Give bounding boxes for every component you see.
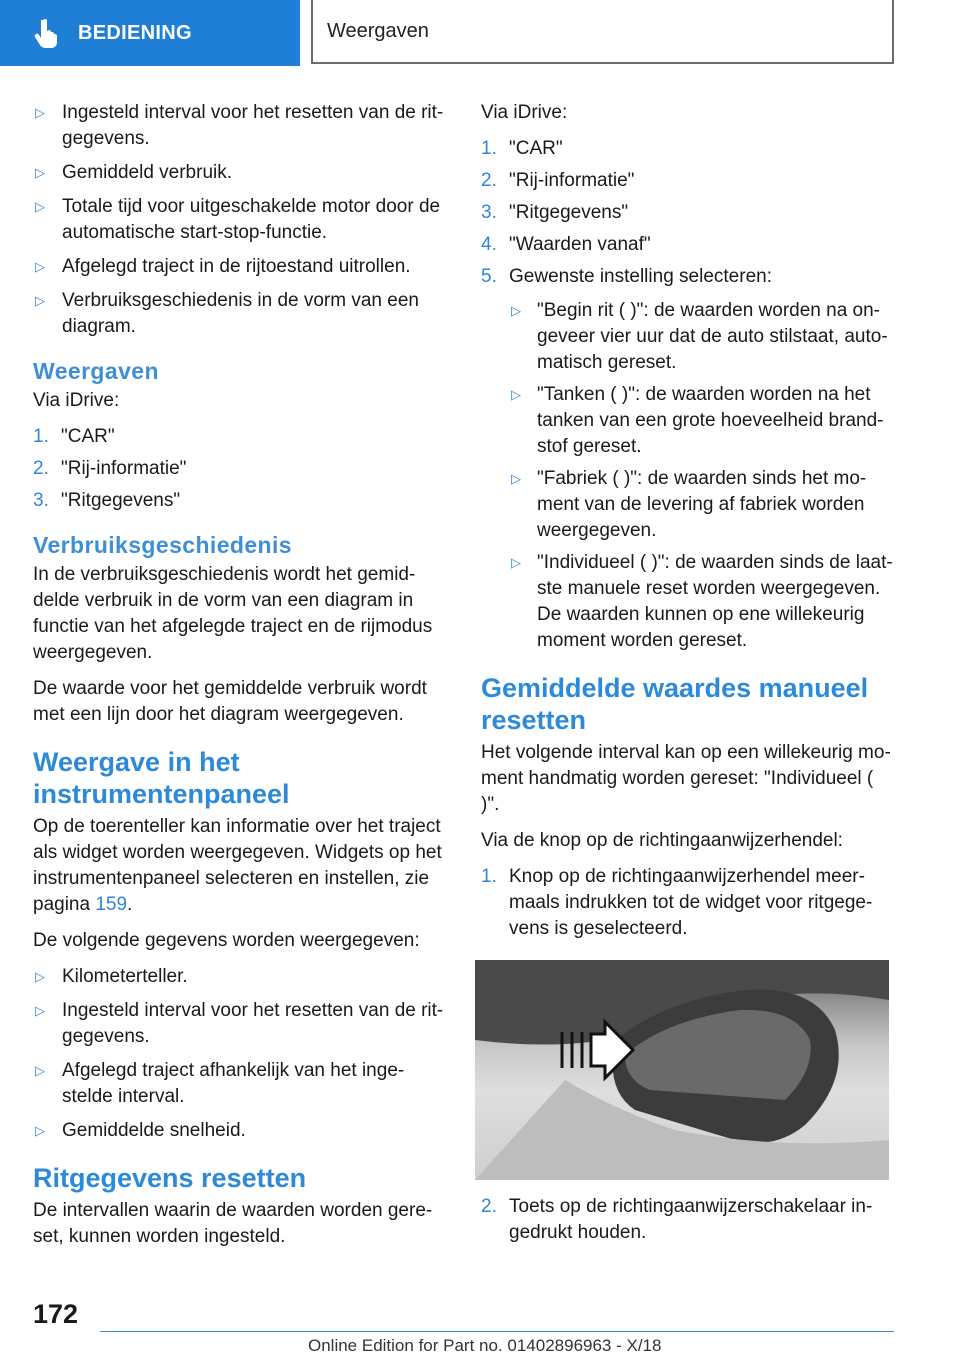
history-paragraph-2: De waarde voor het gemiddelde verbruik wordt met een lijn door het diagram weergegeven. <box>33 678 427 725</box>
hand-pointer-icon <box>34 18 60 48</box>
step-number: 1. <box>481 138 497 159</box>
list-item <box>481 136 893 162</box>
manual-steps-1 <box>481 864 893 942</box>
heading-reset: Ritgegevens resetten <box>33 1163 307 1193</box>
list-item: ▷ "Fabriek ( )": de waarden sinds het mo- ment van de levering af fabriek worden weergegeven. <box>509 466 893 544</box>
list-item: ▷ Gemiddelde snelheid. <box>33 1118 447 1144</box>
right-column <box>481 100 893 1256</box>
step-text: "Ritgegevens" <box>509 202 629 223</box>
manual-paragraph-2: Via de knop op de richtingaanwijzerhendel: <box>481 830 843 851</box>
list-item <box>481 232 893 258</box>
list-item: ▷ Kilometerteller. <box>33 964 447 990</box>
panel-paragraph <box>33 814 447 918</box>
history-paragraph: In de verbruiksgeschiedenis wordt het gemid- delde verbruik in de vorm van een diagram in functie van het afgelegde traject en de rijmodus weergegeven. <box>33 564 433 663</box>
heading-instrument-panel: Weergave in het instrumentenpaneel <box>33 747 290 809</box>
list-item: ▷ Totale tijd voor uitgeschakelde motor door de automatische start-stop-functie. <box>33 194 447 246</box>
step-number: 4. <box>481 234 497 255</box>
panel-text: Op de toerenteller kan informatie over het traject als widget worden weergegeven. Widgets op het instrumentenpaneel selecteren en instellen, zie pagina <box>33 816 442 915</box>
left-column <box>33 100 447 1260</box>
step-text: Knop op de richtingaanwijzerhendel meer- maals indrukken tot de widget voor ritgege- vens is geselecteerd. <box>509 866 873 939</box>
page-number: 172 <box>33 1299 79 1329</box>
heading-verbruiksgeschiedenis: Verbruiksgeschiedenis <box>33 532 292 558</box>
reset-steps <box>481 136 893 654</box>
list-item <box>33 488 447 514</box>
step-text: Gewenste instelling selecteren: <box>509 266 772 287</box>
setting-options-list <box>509 298 893 654</box>
list-item <box>481 264 893 654</box>
list-item <box>481 200 893 226</box>
panel-text-end: . <box>127 894 133 915</box>
step-number: 2. <box>481 1196 497 1217</box>
list-item <box>33 456 447 482</box>
list-item: ▷ "Begin rit ( )": de waarden worden na on- geveer vier uur dat de auto stilstaat, auto- matisch gereset. <box>509 298 893 376</box>
step-number: 5. <box>481 266 497 287</box>
via-idrive-text: Via iDrive: <box>481 102 568 123</box>
manual-paragraph: Het volgende interval kan op een willekeurig mo- ment handmatig worden gereset: "Individueel ( )". <box>481 742 891 815</box>
list-item: ▷ Gemiddeld verbruik. <box>33 160 447 186</box>
panel-paragraph-2: De volgende gegevens worden weergegeven: <box>33 930 420 951</box>
chapter-title-tab <box>311 0 894 64</box>
list-item <box>33 424 447 450</box>
step-number: 3. <box>481 202 497 223</box>
section-label: BEDIENING <box>78 21 192 44</box>
intro-bullet-list <box>33 100 447 340</box>
step-text: "Waarden vanaf" <box>509 234 651 255</box>
weergaven-steps <box>33 424 447 514</box>
footer-divider <box>100 1331 894 1332</box>
list-item <box>481 168 893 194</box>
step-text: "CAR" <box>509 138 563 159</box>
footer-edition: Online Edition for Part no. 01402896963 - X/18 <box>308 1336 662 1355</box>
lever-drawing <box>475 960 889 1180</box>
step-number: 1. <box>33 426 49 447</box>
step-text: "CAR" <box>61 426 115 447</box>
list-item: ▷ Ingesteld interval voor het resetten van de rit- gegevens. <box>33 998 447 1050</box>
step-number: 3. <box>33 490 49 511</box>
manual-steps-2 <box>481 1194 893 1246</box>
list-item: ▷ Verbruiksgeschiedenis in de vorm van een diagram. <box>33 288 447 340</box>
heading-manual-reset: Gemiddelde waardes manueel resetten <box>481 673 869 735</box>
list-item: ▷ Afgelegd traject in de rijtoestand uitrollen. <box>33 254 447 280</box>
heading-weergaven: Weergaven <box>33 358 159 384</box>
section-badge <box>0 0 300 66</box>
step-text: "Rij-informatie" <box>509 170 635 191</box>
step-text: Toets op de richtingaanwijzerschakelaar in- gedrukt houden. <box>509 1196 873 1243</box>
list-item <box>481 864 893 942</box>
panel-bullet-list <box>33 964 447 1144</box>
page-reference-link[interactable]: 159 <box>95 894 128 915</box>
step-number: 2. <box>481 170 497 191</box>
list-item: ▷ Afgelegd traject afhankelijk van het inge- stelde interval. <box>33 1058 447 1110</box>
step-text: "Ritgegevens" <box>61 490 181 511</box>
step-number: 2. <box>33 458 49 479</box>
list-item: ▷ "Individueel ( )": de waarden sinds de laat- ste manuele reset worden weergegeven. De waarden kunnen op ene willekeurig moment worden gereset. <box>509 550 893 654</box>
list-item <box>481 1194 893 1246</box>
list-item: ▷ Ingesteld interval voor het resetten van de rit- gegevens. <box>33 100 447 152</box>
chapter-title: Weergaven <box>327 19 429 42</box>
via-idrive-text: Via iDrive: <box>33 390 120 411</box>
reset-paragraph: De intervallen waarin de waarden worden gere- set, kunnen worden ingesteld. <box>33 1200 433 1247</box>
list-item: ▷ "Tanken ( )": de waarden worden na het tanken van een grote hoeveelheid brand- stof gereset. <box>509 382 893 460</box>
step-text: "Rij-informatie" <box>61 458 187 479</box>
turn-signal-lever-illustration <box>475 960 889 1180</box>
step-number: 1. <box>481 866 497 887</box>
